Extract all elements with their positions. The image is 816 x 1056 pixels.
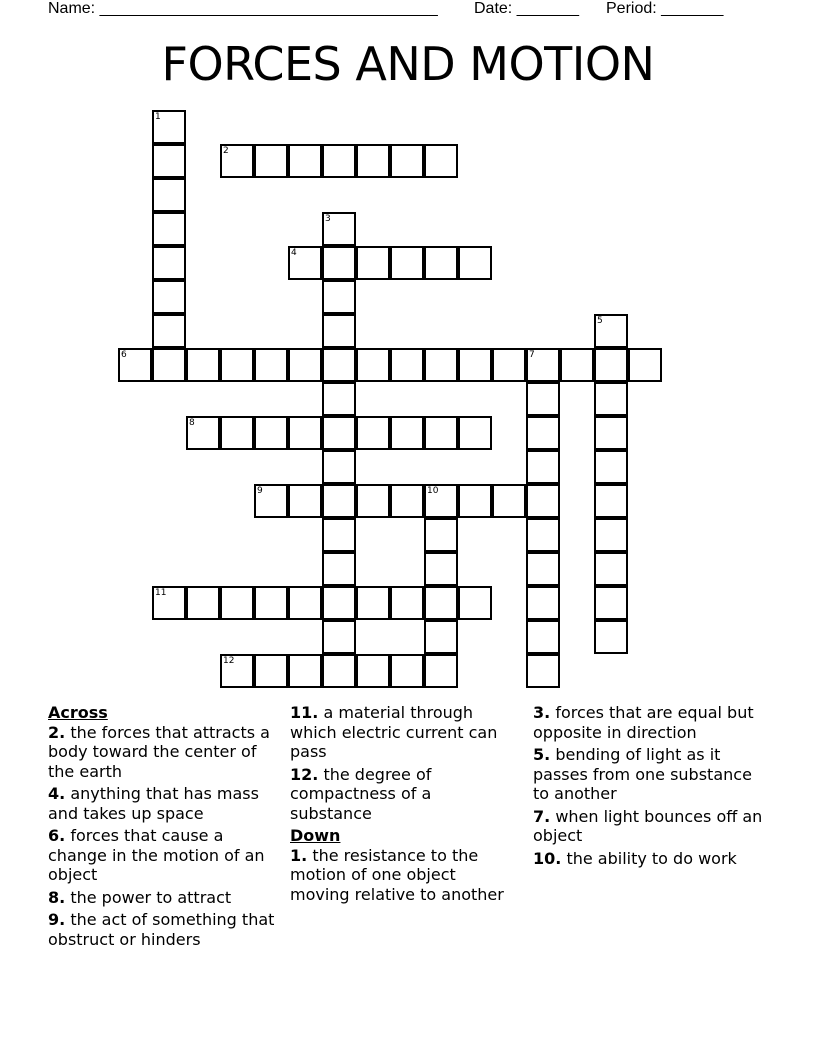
- down-clue-7: [533, 807, 769, 846]
- cell-number: 10: [427, 486, 439, 496]
- crossword-cell[interactable]: [288, 416, 322, 450]
- crossword-cell[interactable]: [186, 348, 220, 382]
- crossword-cell[interactable]: [322, 382, 356, 416]
- clue-number: 8.: [48, 887, 66, 907]
- crossword-cell[interactable]: [390, 348, 424, 382]
- clue-text: bending of light as it passes from one substance to another: [533, 745, 752, 803]
- crossword-cell[interactable]: [152, 314, 186, 348]
- crossword-cell[interactable]: [594, 620, 628, 654]
- cell-number: 1: [155, 112, 161, 122]
- down-clue-5: [533, 745, 769, 804]
- crossword-cell[interactable]: [526, 348, 560, 382]
- crossword-cell[interactable]: [322, 314, 356, 348]
- down-clue-3: [533, 703, 769, 742]
- crossword-cell[interactable]: [424, 552, 458, 586]
- clue-text: the forces that attracts a body toward the center of the earth: [48, 722, 270, 781]
- date-field[interactable]: Date: _______: [474, 0, 579, 17]
- crossword-cell[interactable]: [526, 416, 560, 450]
- crossword-cell[interactable]: [526, 552, 560, 586]
- crossword-cell[interactable]: [424, 620, 458, 654]
- crossword-cell[interactable]: [254, 348, 288, 382]
- clue-number: 11.: [290, 703, 319, 722]
- clue-number: 2.: [48, 722, 66, 742]
- crossword-cell[interactable]: [322, 416, 356, 450]
- clue-number: 10.: [533, 848, 562, 868]
- cell-number: 2: [223, 146, 229, 156]
- crossword-cell[interactable]: [526, 518, 560, 552]
- crossword-cell[interactable]: [390, 144, 424, 178]
- crossword-cell[interactable]: [594, 382, 628, 416]
- crossword-cell[interactable]: [186, 416, 220, 450]
- clue-text: the act of something that obstruct or hinders: [48, 910, 275, 949]
- cell-number: 12: [223, 656, 235, 666]
- crossword-cell[interactable]: [458, 246, 492, 280]
- crossword-cell[interactable]: [254, 416, 288, 450]
- crossword-cell[interactable]: [390, 246, 424, 280]
- cell-number: 11: [155, 588, 167, 598]
- crossword-cell[interactable]: [220, 144, 254, 178]
- crossword-cell[interactable]: [322, 348, 356, 382]
- clue-text: the degree of compactness of a substance: [290, 764, 432, 823]
- across-clue-4: [48, 784, 280, 823]
- crossword-cell[interactable]: [186, 586, 220, 620]
- crossword-cell[interactable]: [526, 620, 560, 654]
- crossword-cell[interactable]: [254, 654, 288, 688]
- crossword-cell[interactable]: [288, 586, 322, 620]
- crossword-cell[interactable]: [288, 246, 322, 280]
- crossword-cell[interactable]: [424, 654, 458, 688]
- page-title: FORCES AND MOTION: [161, 37, 655, 91]
- crossword-cell[interactable]: [526, 484, 560, 518]
- crossword-cell[interactable]: [458, 484, 492, 518]
- crossword-cell[interactable]: [424, 484, 458, 518]
- across-clue-12: [290, 765, 518, 824]
- crossword-cell[interactable]: [322, 518, 356, 552]
- crossword-cell[interactable]: [322, 450, 356, 484]
- period-field[interactable]: Period: _______: [606, 0, 724, 17]
- crossword-cell[interactable]: [220, 416, 254, 450]
- crossword-cell[interactable]: [220, 586, 254, 620]
- crossword-cell[interactable]: [458, 348, 492, 382]
- crossword-cell[interactable]: [356, 246, 390, 280]
- crossword-cell[interactable]: [152, 110, 186, 144]
- crossword-cell[interactable]: [152, 178, 186, 212]
- crossword-cell[interactable]: [152, 586, 186, 620]
- crossword-cell[interactable]: [390, 416, 424, 450]
- crossword-cell[interactable]: [526, 450, 560, 484]
- down-heading: Down: [290, 826, 341, 845]
- clue-text: forces that are equal but opposite in direction: [533, 703, 754, 742]
- crossword-cell[interactable]: [288, 348, 322, 382]
- crossword-cell[interactable]: [152, 280, 186, 314]
- crossword-cell[interactable]: [424, 144, 458, 178]
- crossword-cell[interactable]: [322, 552, 356, 586]
- crossword-cell[interactable]: [356, 416, 390, 450]
- crossword-cell[interactable]: [220, 654, 254, 688]
- crossword-cell[interactable]: [594, 552, 628, 586]
- crossword-cell[interactable]: [254, 144, 288, 178]
- crossword-cell[interactable]: [322, 246, 356, 280]
- crossword-cell[interactable]: [458, 416, 492, 450]
- crossword-cell[interactable]: [118, 348, 152, 382]
- crossword-cell[interactable]: [594, 314, 628, 348]
- crossword-cell[interactable]: [594, 416, 628, 450]
- cell-number: 9: [257, 486, 263, 496]
- crossword-cell[interactable]: [390, 586, 424, 620]
- crossword-cell[interactable]: [594, 484, 628, 518]
- crossword-cell[interactable]: [424, 246, 458, 280]
- crossword-cell[interactable]: [390, 484, 424, 518]
- crossword-cell[interactable]: [152, 246, 186, 280]
- clue-text: forces that cause a change in the motion of an object: [48, 826, 265, 884]
- crossword-cell[interactable]: [492, 484, 526, 518]
- crossword-cell[interactable]: [628, 348, 662, 382]
- cell-number: 7: [529, 350, 535, 360]
- crossword-cell[interactable]: [152, 212, 186, 246]
- across-clue-8: [48, 888, 280, 908]
- crossword-cell[interactable]: [424, 518, 458, 552]
- clues-column-3: [533, 703, 769, 871]
- crossword-cell[interactable]: [322, 586, 356, 620]
- crossword-cell[interactable]: [458, 586, 492, 620]
- cell-number: 8: [189, 418, 195, 428]
- name-field[interactable]: Name: ______________________________________: [48, 0, 438, 17]
- crossword-cell[interactable]: [560, 348, 594, 382]
- clue-number: 12.: [290, 764, 319, 784]
- crossword-cell[interactable]: [288, 654, 322, 688]
- crossword-cell[interactable]: [424, 348, 458, 382]
- clue-number: 4.: [48, 784, 66, 803]
- cell-number: 4: [291, 248, 297, 258]
- crossword-cell[interactable]: [220, 348, 254, 382]
- clue-number: 1.: [290, 845, 308, 865]
- crossword-cell[interactable]: [322, 654, 356, 688]
- crossword-cell[interactable]: [152, 144, 186, 178]
- clue-number: 5.: [533, 745, 551, 764]
- clue-number: 9.: [48, 910, 66, 929]
- crossword-cell[interactable]: [492, 348, 526, 382]
- crossword-cell[interactable]: [526, 382, 560, 416]
- crossword-cell[interactable]: [424, 586, 458, 620]
- crossword-cell[interactable]: [594, 450, 628, 484]
- across-clue-9: [48, 910, 280, 949]
- down-clue-10: [533, 849, 769, 869]
- crossword-cell[interactable]: [288, 144, 322, 178]
- crossword-cell[interactable]: [356, 586, 390, 620]
- crossword-cell[interactable]: [322, 484, 356, 518]
- clue-text: the ability to do work: [566, 848, 737, 868]
- crossword-cell[interactable]: [594, 518, 628, 552]
- crossword-cell[interactable]: [356, 348, 390, 382]
- crossword-cell[interactable]: [594, 586, 628, 620]
- crossword-cell[interactable]: [526, 654, 560, 688]
- crossword-cell[interactable]: [254, 484, 288, 518]
- clues-column-2: [290, 703, 518, 907]
- crossword-cell[interactable]: [322, 144, 356, 178]
- crossword-cell[interactable]: [356, 484, 390, 518]
- cell-number: 6: [121, 350, 127, 360]
- across-heading: Across: [48, 703, 108, 722]
- clue-text: anything that has mass and takes up space: [48, 784, 259, 823]
- crossword-cell[interactable]: [390, 654, 424, 688]
- clue-number: 7.: [533, 806, 551, 826]
- crossword-cell[interactable]: [526, 586, 560, 620]
- crossword-cell[interactable]: [322, 280, 356, 314]
- crossword-cell[interactable]: [424, 416, 458, 450]
- clue-text: a material through which electric current can pass: [290, 703, 498, 761]
- crossword-cell[interactable]: [594, 348, 628, 382]
- across-clue-6: [48, 826, 280, 885]
- cell-number: 5: [597, 316, 603, 326]
- clue-number: 3.: [533, 703, 551, 722]
- clue-text: the power to attract: [70, 887, 232, 907]
- across-clue-11: [290, 703, 518, 762]
- down-clue-1: [290, 846, 518, 905]
- clue-number: 6.: [48, 826, 66, 845]
- across-clue-2: [48, 723, 280, 782]
- crossword-cell[interactable]: [254, 586, 288, 620]
- cell-number: 3: [325, 214, 331, 224]
- crossword-cell[interactable]: [322, 620, 356, 654]
- clue-text: when light bounces off an object: [533, 806, 763, 845]
- crossword-cell[interactable]: [152, 348, 186, 382]
- clues-column-1: [48, 703, 280, 952]
- clue-text: the resistance to the motion of one object moving relative to another: [290, 845, 504, 904]
- crossword-cell[interactable]: [288, 484, 322, 518]
- crossword-cell[interactable]: [356, 144, 390, 178]
- crossword-cell[interactable]: [356, 654, 390, 688]
- crossword-cell[interactable]: [322, 212, 356, 246]
